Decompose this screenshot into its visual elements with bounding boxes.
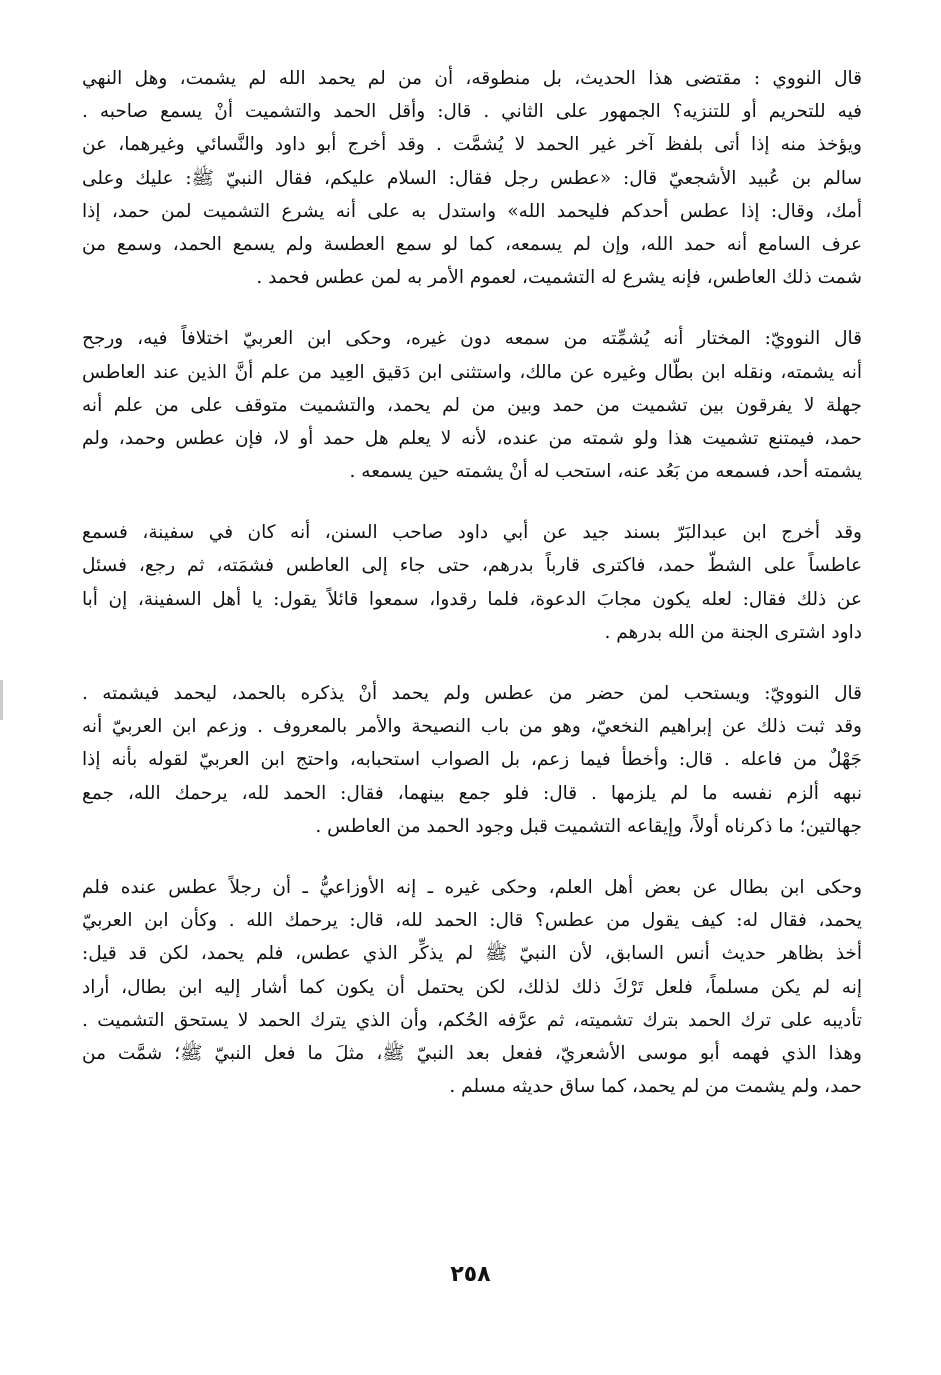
- text-line: شمت ذلك العاطس، فإنه يشرع له التشميت، لعموم الأمر به لمن عطس فحمد .: [256, 267, 862, 289]
- text-line: يشمته أحد، فسمعه من بَعُد عنه، استحب له أنْ يشمته حين يسمعه .: [349, 461, 862, 483]
- text-line: تأديبه على ترك الحمد بترك تشميته، ثم عرَّفه الحُكم، وأن الذي يترك الحمد لا يستحق التشميت .: [82, 1009, 862, 1031]
- text-line: وقد أخرج ابن عبدالبَرّ بسند جيد عن أبي داود صاحب السنن، أنه كان في سفينة، فسمع: [82, 522, 862, 544]
- text-line: ويؤخذ منه إذا أتى بلفظ آخر غير الحمد لا يُشمَّت . وقد أخرج أبو داود والنَّسائي وغيرهما، عن: [82, 134, 862, 156]
- page-body: [82, 62, 862, 1131]
- text-line: جهلة لا يفرقون بين تشميت من حمد وبين من لم يحمد، والتشميت متوقف على من علم أنه: [82, 394, 862, 416]
- text-line: جهالتين؛ ما ذكرناه أولاً، وإيقاعه التشميت قبل وجود الحمد من العاطس .: [315, 815, 862, 837]
- scan-edge-mark: [0, 680, 3, 720]
- text-line: وهذا الذي فهمه أبو موسى الأشعريّ، ففعل بعد النبيّ ﷺ، مثلَ ما فعل النبيّ ﷺ؛ شمَّت من: [82, 1042, 862, 1064]
- text-line: قال النووي : مقتضى هذا الحديث، بل منطوقه، أن من لم يحمد الله لم يشمت، وهل النهي: [82, 68, 862, 89]
- text-line: قال النوويّ: المختار أنه يُشمِّته من سمعه دون غيره، وحكى ابن العربيّ اختلافاً فيه، ورجح: [82, 328, 862, 350]
- text-line: عن ذلك فقال: لعله يكون مجابَ الدعوة، فلما رقدوا، سمعوا قائلاً يقول: يا أهل السفينة، إن أبا: [82, 588, 862, 610]
- text-line: داود اشترى الجنة من الله بدرهم .: [604, 621, 862, 643]
- text-line: قال النوويّ: ويستحب لمن حضر من عطس ولم يحمد أنْ يذكره بالحمد، ليحمد فيشمته .: [82, 683, 862, 704]
- text-line: إنه لم يكن مسلماً، فلعل تَرْكَ ذلك لذلك، لكن يحتمل أن يكون كما أشار إليه ابن بطال، أراد: [82, 976, 862, 998]
- text-line: فيه للتحريم أو للتنزيه؟ الجمهور على الثاني . قال: وأقل الحمد والتشميت أنْ يسمع صاحبه .: [82, 101, 862, 123]
- paragraph-5: [82, 871, 862, 1103]
- text-line: نبهه ألزم نفسه ما لم يلزمها . قال: فلو جمع بينهما، فقال: الحمد لله، يرحمك الله، جمع: [82, 782, 862, 804]
- text-line: عاطساً على الشطّ حمد، فاكترى قارباً بدرهم، حتى جاء إلى العاطس فشمَته، ثم رجع، فسئل: [82, 555, 862, 577]
- text-line: سالم بن عُبيد الأشجعيّ قال: «عطس رجل فقال: السلام عليكم، فقال النبيّ ﷺ: عليك وعلى: [82, 167, 862, 189]
- text-line: عرف السامع أنه حمد الله، وإن لم يسمعه، كما لو سمع العطسة ولم يسمع الحمد، وسمع من: [82, 233, 862, 255]
- paragraph-4: [82, 677, 862, 843]
- text-line: وحكى ابن بطال عن بعض أهل العلم، وحكى غيره ـ إنه الأوزاعيُّ ـ أن رجلاً عطس عنده فلم: [82, 876, 862, 898]
- text-line: أمك، وقال: إذا عطس أحدكم فليحمد الله» واستدل به على أنه يشرع التشميت لمن حمد، إذا: [82, 200, 862, 222]
- paragraph-3: [82, 516, 862, 649]
- page-number: ٢٥٨: [450, 1262, 491, 1287]
- text-line: يحمد، فقال له: كيف يقول من عطس؟ قال: الحمد لله، قال: يرحمك الله . وكأن ابن العربيّ: [82, 910, 862, 932]
- text-line: حمد، ولم يشمت من لم يحمد، كما ساق حديثه مسلم .: [449, 1076, 862, 1098]
- text-line: أنه يشمته، ونقله ابن بطّال وغيره عن مالك، واستثنى ابن دَقيق العِيد من علم أنَّ الذين عند العاطس: [82, 361, 862, 383]
- text-line: حمد، فيمتنع تشميت هذا ولو شمته من عنده، لأنه لا يعلم هل حمد أو لا، فإن عطس وحمد، ولم: [82, 427, 862, 449]
- paragraph-1: [82, 62, 862, 294]
- text-line: أخذ بظاهر حديث أنس السابق، لأن النبيّ ﷺ لم يذكِّر الذي عطس، فلم يحمد، لكن قد قيل:: [82, 943, 862, 965]
- text-line: وقد ثبت ذلك عن إبراهيم النخعيّ، وهو من باب النصيحة والأمر بالمعروف . وزعم ابن العربيّ أنه: [82, 716, 862, 738]
- paragraph-2: [82, 322, 862, 488]
- text-line: جَهْلٌ من فاعله . قال: وأخطأ فيما زعم، بل الصواب استحبابه، واحتج ابن العربيّ لقوله بأنه إذا: [82, 749, 862, 771]
